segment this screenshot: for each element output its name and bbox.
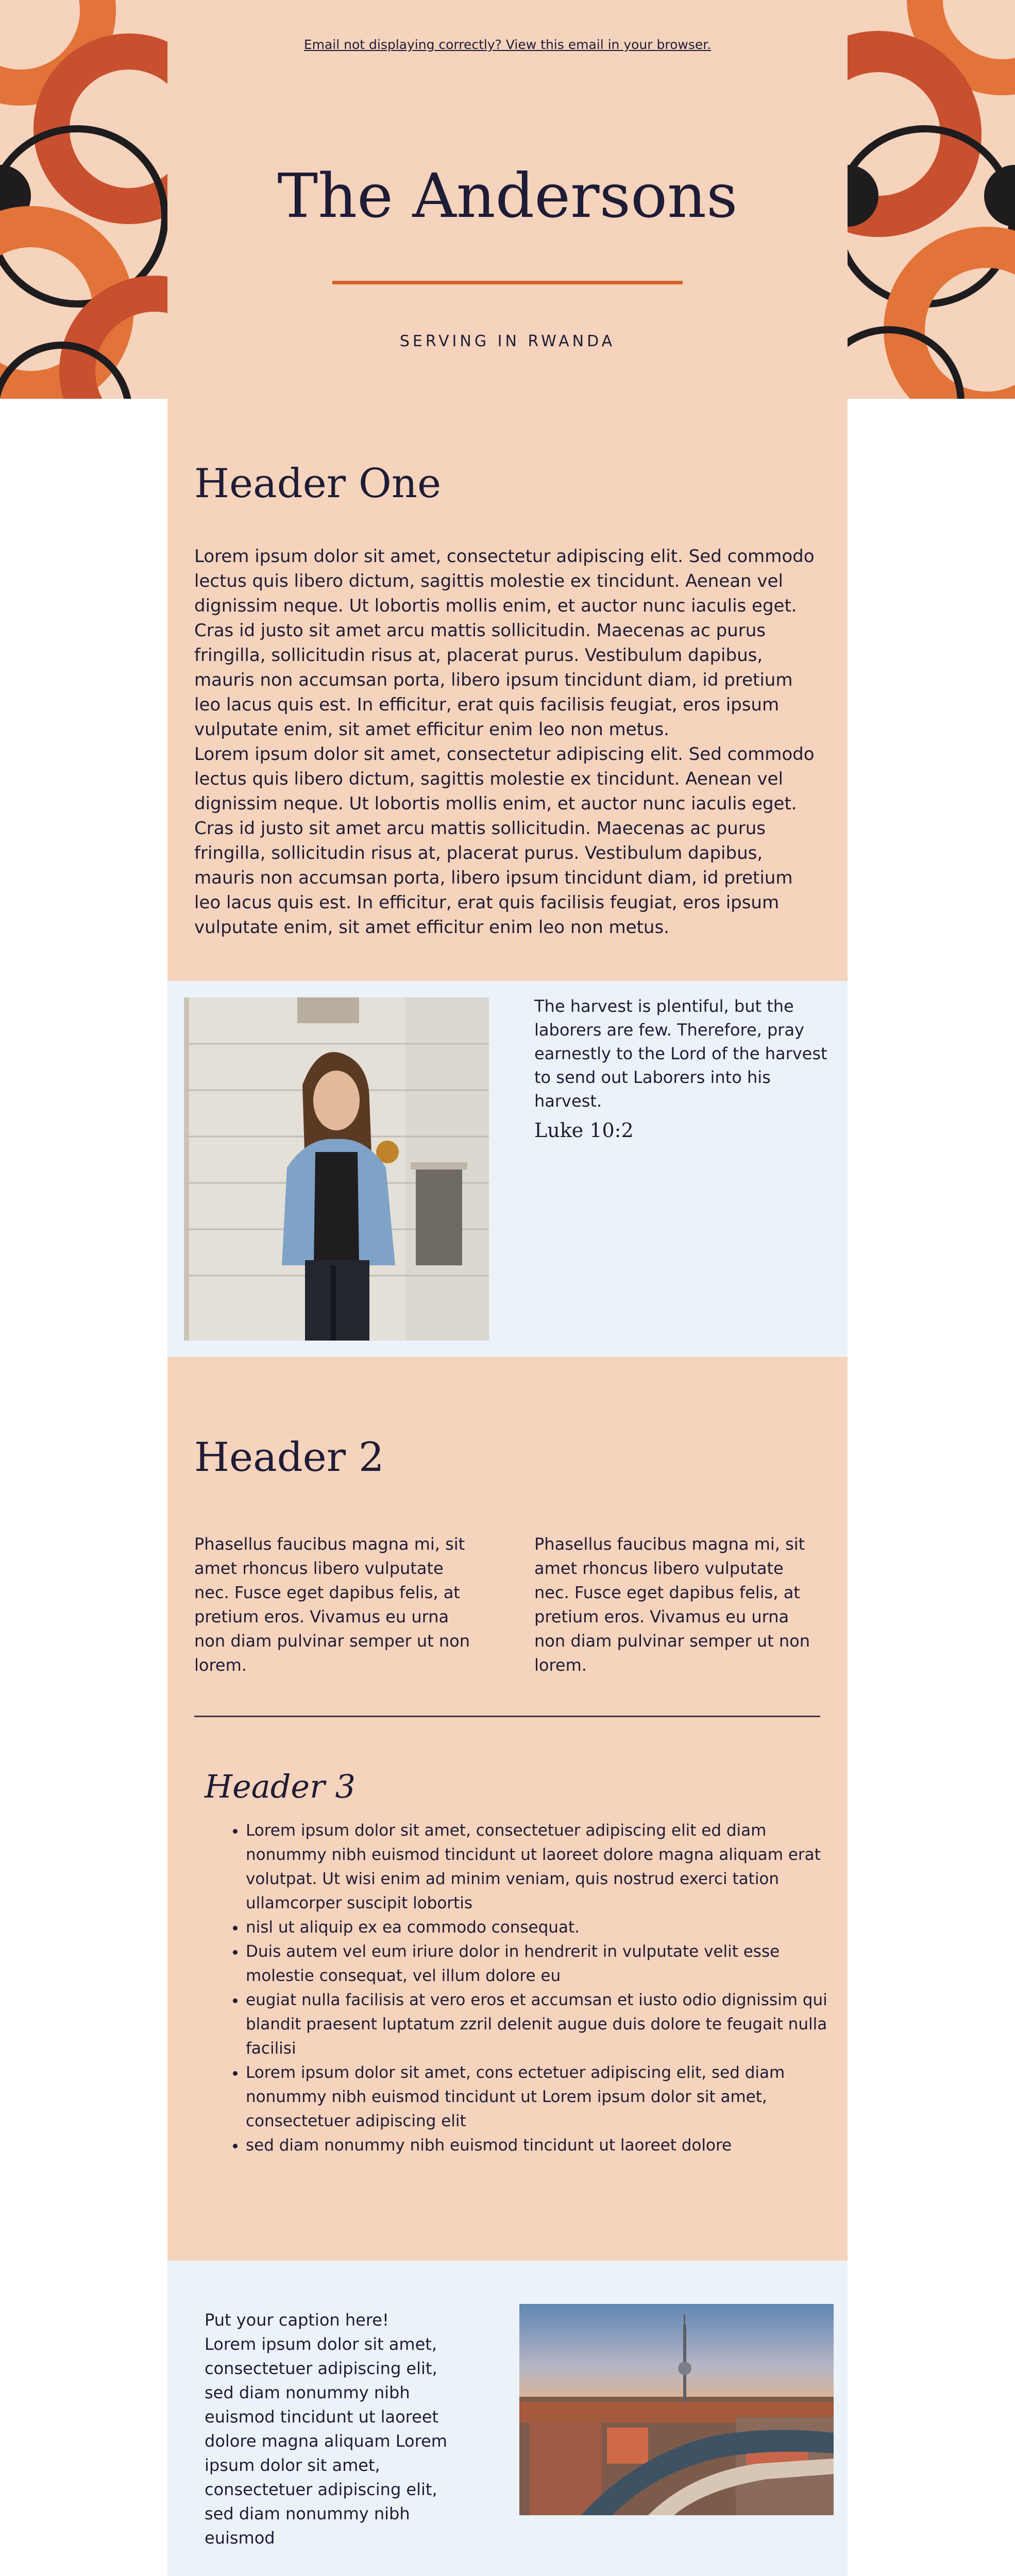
decorative-pattern-top-left — [0, 0, 167, 399]
list-item: • Lorem ipsum dolor sit amet, consectetuer adipiscing elit ed diam nonummy nibh euismod tincidunt ut laoreet dolore magna aliquam erat volutpat. Ut wisi enim ad minim veniam, quis nostrud exerci tation ullamcorper suscipit lobortis — [246, 1819, 849, 1916]
section-divider — [194, 1716, 820, 1717]
decorative-pattern-top-right — [848, 0, 1015, 399]
caption-section — [167, 2261, 848, 2576]
quote-reference: Luke 10:2 — [534, 1119, 634, 1142]
list-item: • nisl ut aliquip ex ea commodo consequat. — [246, 1916, 849, 1940]
hero-section — [167, 0, 848, 399]
list-item: • Duis autem vel eum iriure dolor in hendrerit in vulputate velit esse molestie consequat, vel illum dolore eu — [246, 1940, 849, 1988]
portrait-photo — [184, 997, 489, 1341]
page-title: The Andersons — [277, 160, 738, 231]
title-divider — [332, 281, 683, 284]
list-item: • sed diam nonummy nibh euismod tincidunt ut laoreet dolore — [246, 2133, 849, 2158]
bullet-list — [205, 1819, 849, 2158]
column-left-text: Phasellus faucibus magna mi, sit amet rhoncus libero vulputate nec. Fusce eget dapibus felis, at pretium eros. Vivamus eu urna non diam pulvinar semper ut non lorem. — [194, 1534, 470, 1675]
paragraph: Lorem ipsum dolor sit amet, consectetur adipiscing elit. Sed commodo lectus quis libero dictum, sagittis molestie ex tincidunt. Aenean vel dignissim neque. Ut lobortis mollis enim, et auctor nunc iaculis eget. Cras id justo sit amet arcu mattis sollicitudin. Maecenas ac purus fringilla, sollicitudin risus at, placerat purus. Vestibulum dapibus, mauris non accumsan porta, libero ipsum tincidunt diam, id pretium leo lacus quis est. In efficitur, erat quis facilisis feugiat, eros ipsum vulputate enim, sit amet efficitur enim leo non metus. — [194, 546, 815, 740]
section-heading: Header 2 — [194, 1434, 384, 1481]
view-in-browser-link[interactable]: Email not displaying correctly? View this email in your browser. — [303, 37, 712, 52]
section-header-2 — [167, 1357, 848, 1745]
city-photo — [519, 2304, 834, 2515]
section-header-one — [167, 399, 848, 981]
quote-section — [167, 981, 848, 1357]
hero-subtitle: SERVING IN RWANDA — [399, 332, 616, 350]
column-right-text: Phasellus faucibus magna mi, sit amet rhoncus libero vulputate nec. Fusce eget dapibus felis, at pretium eros. Vivamus eu urna non diam pulvinar semper ut non lorem. — [534, 1534, 810, 1675]
list-item: • Lorem ipsum dolor sit amet, cons ectetuer adipiscing elit, sed diam nonummy nibh euismod tincidunt ut Lorem ipsum dolor sit amet, consectetuer adipiscing elit — [246, 2061, 849, 2133]
paragraph: Lorem ipsum dolor sit amet, consectetur adipiscing elit. Sed commodo lectus quis libero dictum, sagittis molestie ex tincidunt. Aenean vel dignissim neque. Ut lobortis mollis enim, et auctor nunc iaculis eget. Cras id justo sit amet arcu mattis sollicitudin. Maecenas ac purus fringilla, sollicitudin risus at, placerat purus. Vestibulum dapibus, mauris non accumsan porta, libero ipsum tincidunt diam, id pretium leo lacus quis est. In efficitur, erat quis facilisis feugiat, eros ipsum vulputate enim, sit amet efficitur enim leo non metus. — [194, 744, 815, 938]
bible-quote: The harvest is plentiful, but the laborers are few. Therefore, pray earnestly to the Lord of the harvest to send out Laborers into his harvest. — [534, 996, 827, 1111]
section-heading: Header One — [194, 461, 442, 507]
section-heading: Header 3 — [205, 1768, 356, 1805]
section-header-3 — [167, 1745, 848, 2261]
photo-caption: Put your caption here! Lorem ipsum dolor sit amet, consectetuer adipiscing elit, sed diam nonummy nibh euismod tincidunt ut laoreet dolore magna aliquam Lorem ipsum dolor sit amet, consectetuer adipiscing elit, sed diam nonummy nibh euismod — [205, 2310, 447, 2548]
list-item: • eugiat nulla facilisis at vero eros et accumsan et iusto odio dignissim qui blandit praesent luptatum zzril delenit augue duis dolore te feugait nulla facilisi — [246, 1988, 849, 2061]
